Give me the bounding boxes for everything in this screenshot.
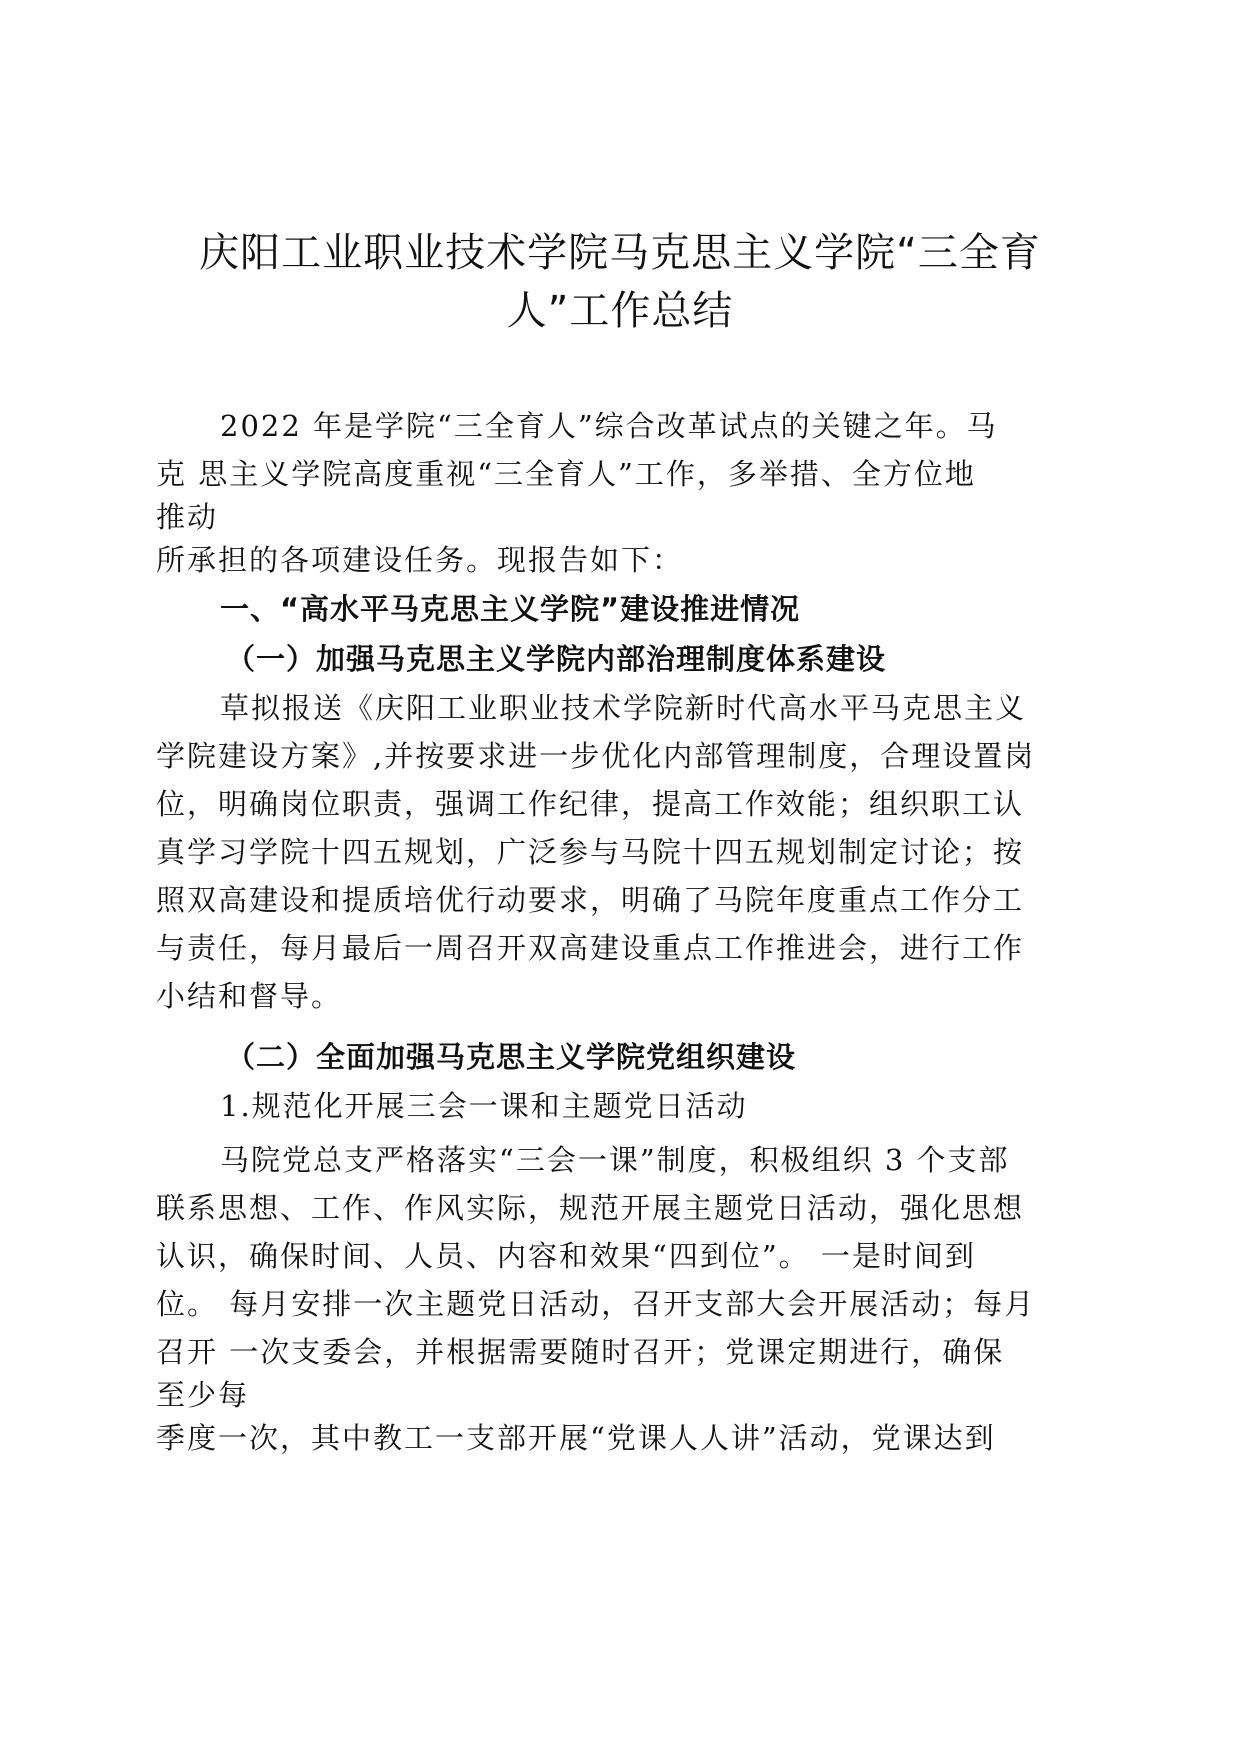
paragraph-line: 召开 一次支委会，并根据需要随时召开；党课定期进行，确保 [156, 1335, 1005, 1369]
subsection1-paragraph [156, 684, 1088, 1020]
paragraph-line: 真学习学院十四五规划，广泛参与马院十四五规划制定讨论；按 [156, 835, 1025, 869]
spacer [156, 1020, 1088, 1032]
paragraph-line: 季度一次，其中教工一支部开展“党课人人讲”活动，党课达到 [156, 1421, 996, 1455]
section-heading: 一、“高水平马克思主义学院”建设推进情况 [220, 592, 801, 626]
intro-paragraph [156, 402, 1088, 584]
paragraph-line: 小结和督导。 [156, 979, 343, 1013]
paragraph-line: 克 思主义学院高度重视“三全育人”工作，多举措、全方位地 [156, 457, 976, 491]
paragraph-line: 所承担的各项建设任务。现报告如下： [156, 543, 684, 577]
item-heading: 1.规范化开展三会一课和主题党日活动 [220, 1089, 748, 1123]
document-body [156, 402, 1088, 1462]
paragraph-line: 位。 每月安排一次主题党日活动，召开支部大会开展活动；每月 [156, 1287, 1036, 1321]
paragraph-line: 位，明确岗位职责，强调工作纪律，提高工作效能；组织职工认 [156, 787, 1025, 821]
paragraph-line: 与责任，每月最后一周召开双高建设重点工作推进会，进行工作 [156, 931, 1025, 965]
document-title [140, 224, 1100, 340]
paragraph-line: 草拟报送《庆阳工业职业技术学院新时代高水平马克思主义 [220, 691, 1027, 725]
title-line: 庆阳工业职业技术学院马克思主义学院“三全育 [199, 230, 1041, 276]
paragraph-line: 照双高建设和提质培优行动要求，明确了马院年度重点工作分工 [156, 883, 1025, 917]
paragraph-line: 马院党总支严格落实“三会一课”制度，积极组织 3 个支部 [220, 1143, 1010, 1177]
paragraph-line: 推动 [156, 500, 219, 534]
item1-paragraph [156, 1136, 1088, 1462]
subsection-heading: （一）加强马克思主义学院内部治理制度体系建设 [226, 642, 887, 676]
paragraph-line: 至少每 [156, 1378, 250, 1412]
subsection-heading: （二）全面加强马克思主义学院党组织建设 [226, 1040, 797, 1074]
paragraph-line: 学院建设方案》,并按要求进一步优化内部管理制度，合理设置岗 [156, 739, 1036, 773]
paragraph-line: 2022 年是学院“三全育人”综合改革试点的关键之年。马 [220, 409, 998, 443]
paragraph-line: 联系思想、工作、作风实际，规范开展主题党日活动，强化思想 [156, 1191, 1025, 1225]
title-line: 人”工作总结 [506, 288, 734, 334]
paragraph-line: 认识，确保时间、人员、内容和效果“四到位”。 一是时间到 [156, 1239, 976, 1273]
